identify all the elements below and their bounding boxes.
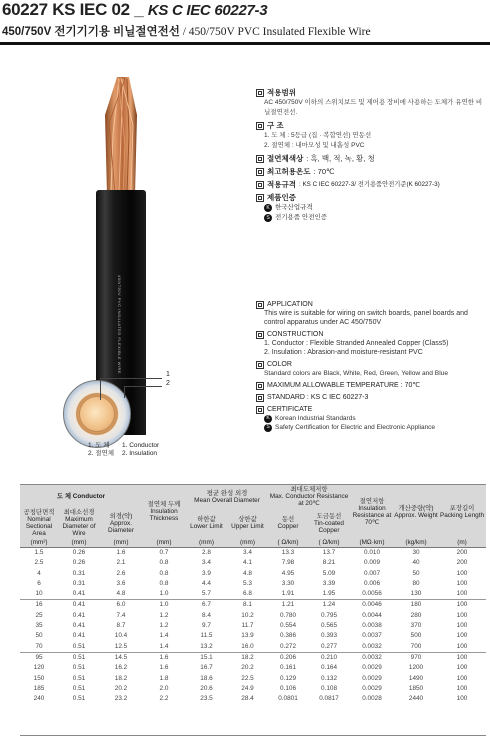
table-cell: 200 <box>456 549 468 556</box>
bullet-box-icon <box>256 361 264 369</box>
table-cell: 40 <box>412 559 420 567</box>
bullet-box-icon <box>256 181 264 189</box>
subtitle-korean: 450/750V 전기기기용 비닐절연전선 <box>2 26 180 38</box>
th-unit: (mm²) <box>20 538 58 548</box>
table-cell: 0.006 <box>364 579 380 587</box>
spec-en-color-text: Standard colors are Black, White, Red, Green, Yellow and Blue <box>264 370 448 377</box>
th-conductor: 도 체 Conductor <box>20 485 142 508</box>
table-cell: 0.51 <box>72 684 86 692</box>
table-cell: 0.41 <box>58 589 100 600</box>
table-cell: 0.009 <box>364 559 380 567</box>
table-cell: 23.5 <box>200 695 213 703</box>
table-cell: 5.3 <box>243 579 252 587</box>
table-cell: 130 <box>394 589 438 600</box>
th-tin: 도금동선 Tin-coated Copper <box>308 508 350 538</box>
table-cell: 0.565 <box>321 622 337 630</box>
table-cell: 0.51 <box>72 695 86 703</box>
table-cell: 4 <box>37 569 41 577</box>
table-cell: 1.4 <box>159 632 169 640</box>
table-row <box>20 579 486 589</box>
table-cell: 0.393 <box>321 632 337 640</box>
table-cell: 0.51 <box>72 653 86 661</box>
table-cell: 100 <box>456 632 468 640</box>
spec-ko-cert-1: K 한국산업규격 <box>256 203 486 213</box>
spec-en-color-heading: COLOR <box>256 360 490 369</box>
th-unit: (MΩ·km) <box>350 538 394 548</box>
table-row <box>20 548 486 559</box>
sheath-print: 450/750V PVC INSULATED FLEXIBLE WIRE <box>117 275 122 375</box>
spec-ko-structure-heading: 구 조 <box>256 121 486 131</box>
table-cell: 970 <box>410 653 422 661</box>
table-cell: 18.6 <box>200 674 213 682</box>
legend-en-2: 2. Insulation <box>122 450 158 457</box>
table-cell: 2440 <box>408 695 424 703</box>
subtitle-english: / 450/750V PVC Insulated Flexible Wire <box>179 26 371 38</box>
spec-ko-scope-heading: 적용범위 <box>256 88 486 98</box>
copper-strands-image <box>99 75 143 195</box>
table-cell: 14.5 <box>114 653 128 661</box>
spec-ko-cert-2: S 전기용품 안전인증 <box>256 213 486 223</box>
table-cell: 100 <box>456 622 468 630</box>
spec-english <box>256 297 490 432</box>
table-cell: 100 <box>456 579 468 587</box>
table-cell: 100 <box>456 569 468 577</box>
callout-2: 2 <box>166 380 170 387</box>
table-row <box>20 611 486 621</box>
ks-mark-icon: K <box>264 204 272 212</box>
table-cell: 1.91 <box>268 589 308 600</box>
table-cell: 20.6 <box>200 684 213 692</box>
table-cell: 1.6 <box>116 549 126 556</box>
spec-en-temperature: MAXIMUM ALLOWABLE TEMPERATURE : 70℃ <box>256 381 490 390</box>
table-cell: 13.3 <box>281 549 295 556</box>
table-cell: 0.108 <box>321 684 337 692</box>
th-copper: 동선 Copper <box>268 508 308 538</box>
spec-ko-color: 절연체색상 : 흑, 백, 적, 녹, 황, 청 <box>256 154 486 164</box>
th-unit: (mm) <box>227 538 268 548</box>
table-row <box>20 600 486 611</box>
table-cell: 0.210 <box>321 653 337 661</box>
spec-en-construction-1: 1. Conductor : Flexible Stranded Annealed Copper (Class5) <box>264 340 449 347</box>
table-cell: 0.272 <box>268 642 308 653</box>
table-cell: 5.7 <box>186 589 227 600</box>
th-unit: ( Ω/km) <box>268 538 308 548</box>
table-cell: 1.95 <box>308 589 350 600</box>
table-cell: 20.2 <box>114 684 128 692</box>
table-cell: 200 <box>456 559 468 567</box>
table-cell: 70 <box>20 642 58 653</box>
spec-en-cert-1: K Korean Industrial Standards <box>256 414 490 423</box>
table-cell: 1850 <box>408 684 424 692</box>
table-cell: 35 <box>35 622 43 630</box>
table-cell: 0.51 <box>72 664 86 672</box>
table-cell: 0.0029 <box>362 664 382 672</box>
table-cell: 0.51 <box>58 642 100 653</box>
table-cell: 0.780 <box>280 611 296 619</box>
table-cell: 0.0037 <box>362 632 382 640</box>
table-cell: 0.26 <box>72 549 86 556</box>
table-cell: 0.161 <box>280 664 296 672</box>
th-area: 공칭단면적 Nominal Sectional Area <box>20 508 58 538</box>
table-cell: 0.41 <box>72 611 86 619</box>
table-cell: 0.8 <box>159 569 169 577</box>
table-cell: 4.8 <box>100 589 142 600</box>
cable-illustration <box>82 75 162 375</box>
table-cell: 11.5 <box>200 632 213 640</box>
table-cell: 1.0 <box>159 601 169 609</box>
table-cell: 4.4 <box>202 579 211 587</box>
table-cell: 0.0029 <box>362 674 382 682</box>
legend-ko-2: 2. 절연체 <box>88 450 115 457</box>
table-cell: 12.5 <box>100 642 142 653</box>
table-cell: 0.0046 <box>362 601 382 609</box>
bullet-box-icon <box>256 89 264 97</box>
table-row <box>20 569 486 579</box>
table-cell: 1.6 <box>159 664 169 672</box>
page-subtitle <box>2 23 371 39</box>
table-cell: 0.41 <box>72 601 86 609</box>
spec-korean <box>256 85 486 223</box>
callout-1: 1 <box>166 371 170 378</box>
th-lower: 하한값 Lower Limit <box>186 508 227 538</box>
header-divider <box>0 42 490 45</box>
th-unit: (kg/km) <box>394 538 438 548</box>
leader-line-2-h <box>124 386 162 387</box>
th-resistance: 최대도체저항 Max. Conductor Resistance at 20℃ <box>269 486 349 507</box>
bullet-box-icon <box>256 155 264 163</box>
table-cell: 100 <box>456 664 468 672</box>
th-packing: 포장길이 Packing Length <box>438 485 486 538</box>
table-cell: 0.0038 <box>362 622 382 630</box>
table-cell: 4.1 <box>243 559 252 567</box>
table-cell: 0.206 <box>280 653 296 661</box>
table-cell: 0.26 <box>72 559 86 567</box>
table-row <box>20 674 486 684</box>
table-cell: 13.7 <box>322 549 336 556</box>
table-cell: 8.1 <box>243 601 252 609</box>
cross-section-conductor <box>79 396 115 432</box>
table-bottom-rule <box>20 735 486 736</box>
spec-ko-structure-1: 1. 도 체 : 5등급 (집 · 복합연선) 연동선 <box>264 132 372 139</box>
table-cell: 24.9 <box>241 684 254 692</box>
table-cell: 100 <box>438 589 486 600</box>
bullet-box-icon <box>256 331 264 339</box>
table-cell: 0.0032 <box>362 653 382 661</box>
table-row <box>20 694 486 704</box>
table-cell: 100 <box>456 611 468 619</box>
table-cell: 5.09 <box>322 569 336 577</box>
table-cell: 0.8 <box>159 579 169 587</box>
table-cell: 0.0028 <box>362 695 382 703</box>
th-unit: (m) <box>438 538 486 548</box>
kc-mark-icon: S <box>264 424 272 432</box>
table-cell: 6.0 <box>116 601 126 609</box>
table-cell: 30 <box>412 549 420 556</box>
th-weight: 개산중량(약) Approx. Weight <box>394 485 438 538</box>
table-cell: 16.2 <box>114 664 128 672</box>
table-cell: 15.1 <box>200 653 213 661</box>
table-cell: 28.4 <box>241 695 254 703</box>
th-wire-dia: 최대소선경 Maximum Diameter of Wire <box>58 508 100 538</box>
table-cell: 13.9 <box>241 632 254 640</box>
th-overall-diameter: 평균 완성 외경 Mean Overall Diameter <box>186 485 268 508</box>
table-cell: 0.41 <box>72 632 86 640</box>
table-cell: 100 <box>456 695 468 703</box>
table-cell: 0.31 <box>72 569 86 577</box>
table-cell: 7.4 <box>116 611 126 619</box>
table-cell: 4.95 <box>281 569 295 577</box>
table-cell: 7.98 <box>281 559 295 567</box>
table-cell: 18.2 <box>241 653 254 661</box>
table-cell: 185 <box>33 684 45 692</box>
table-cell: 1.6 <box>159 653 169 661</box>
table-cell: 50 <box>412 569 420 577</box>
table-cell: 6.7 <box>202 601 211 609</box>
table-cell: 25 <box>35 611 43 619</box>
table-cell: 18.2 <box>114 674 128 682</box>
spec-ko-temperature: 최고허용온도 : 70℃ <box>256 167 486 177</box>
table-cell: 0.795 <box>321 611 337 619</box>
table-cell: 11.7 <box>241 622 254 630</box>
table-cell: 150 <box>33 674 45 682</box>
spec-en-application-heading: APPLICATION <box>256 300 490 309</box>
spec-ko-standard: 적용규격 : KS C IEC 60227-3/ 전기용품안전기준(K 60227-3) <box>256 180 486 190</box>
bullet-box-icon <box>256 406 264 414</box>
table-cell: 3.39 <box>322 579 336 587</box>
table-cell: 0.164 <box>321 664 337 672</box>
table-cell: 10 <box>20 589 58 600</box>
table-cell: 180 <box>410 601 422 609</box>
table-cell: 1.5 <box>34 549 44 556</box>
th-unit: (mm) <box>186 538 227 548</box>
spec-en-application-text: This wire is suitable for wiring on switch boards, panel boards and control apparatus under AC 450/750V <box>264 310 468 326</box>
table-cell: 8.7 <box>116 622 126 630</box>
table-cell: 0.8 <box>159 559 169 567</box>
spec-table <box>20 485 486 704</box>
table-cell: 10.2 <box>241 611 254 619</box>
table-row <box>20 642 486 653</box>
table-cell: 500 <box>410 632 422 640</box>
table-cell: 0.106 <box>280 684 296 692</box>
table-cell: 0.010 <box>364 549 380 556</box>
spec-en-construction-heading: CONSTRUCTION <box>256 330 490 339</box>
table-cell: 1.24 <box>322 601 336 609</box>
spec-ko-cert-heading: 제품인증 <box>256 193 486 203</box>
table-cell: 0.0801 <box>278 695 298 703</box>
table-cell: 1490 <box>408 674 424 682</box>
kc-mark-icon: S <box>264 214 272 222</box>
table-cell: 3.9 <box>202 569 211 577</box>
table-cell: 0.554 <box>280 622 296 630</box>
table-cell: 1.2 <box>159 622 169 630</box>
legend-en-1: 1. Conductor <box>122 442 160 449</box>
table-cell: 8.21 <box>322 559 336 567</box>
table-cell: 0.007 <box>364 569 380 577</box>
table-cell: 23.2 <box>114 695 128 703</box>
bullet-box-icon <box>256 122 264 130</box>
table-cell: 13.2 <box>186 642 227 653</box>
title-standard: KS C IEC 60227-3 <box>147 2 268 19</box>
leader-line-2 <box>124 386 125 398</box>
title-separator: _ <box>134 0 144 19</box>
table-cell: 100 <box>438 642 486 653</box>
table-cell: 0.132 <box>321 674 337 682</box>
table-cell: 3.6 <box>116 579 126 587</box>
table-cell: 2.0 <box>159 684 169 692</box>
table-cell: 6 <box>37 579 41 587</box>
bullet-box-icon <box>256 301 264 309</box>
leader-line-1 <box>100 378 101 400</box>
legend-ko-1: 1. 도 체 <box>88 442 110 449</box>
table-cell: 1.0 <box>142 589 186 600</box>
table-row <box>20 558 486 568</box>
spec-en-cert-2: S Safety Certification for Electric and Electronic Appliance <box>256 423 490 432</box>
table-cell: 4.8 <box>243 569 252 577</box>
table-cell: 370 <box>410 622 422 630</box>
spec-en-standard: STANDARD : KS C IEC 60227-3 <box>256 393 490 402</box>
table-cell: 100 <box>456 653 468 661</box>
spec-ko-scope-text: AC 450/750V 이하의 스위치보드 및 제어용 장비에 사용하는 도체가 유연한 비닐절연전선. <box>264 99 483 116</box>
table-cell: 1.8 <box>159 674 169 682</box>
th-unit: (mm) <box>100 538 142 548</box>
spec-en-construction-2: 2. Insulation : Abrasion-and moisture-resistant PVC <box>264 349 423 356</box>
table-cell: 0.0044 <box>362 611 382 619</box>
table-cell: 3.4 <box>243 549 252 556</box>
table-cell: 1.4 <box>142 642 186 653</box>
figure-legend <box>88 442 159 458</box>
ks-mark-icon: K <box>264 415 272 423</box>
table-cell: 6.8 <box>227 589 268 600</box>
table-cell: 100 <box>456 684 468 692</box>
table-cell: 2.6 <box>116 569 126 577</box>
th-insulation: 절연체 두께 Insulation Thickness <box>142 485 186 538</box>
table-row <box>20 652 486 663</box>
table-cell: 50 <box>35 632 43 640</box>
th-unit: (mm) <box>58 538 100 548</box>
th-approx-dia: 외경(약) Approx. Diameter <box>100 508 142 538</box>
table-cell: 16.7 <box>200 664 213 672</box>
table-cell: 80 <box>412 579 420 587</box>
bullet-box-icon <box>256 394 264 402</box>
table-cell: 0.129 <box>280 674 296 682</box>
table-cell: 1.21 <box>281 601 295 609</box>
table-cell: 8.4 <box>202 611 211 619</box>
table-cell: 2.1 <box>116 559 126 567</box>
table-cell: 10.4 <box>114 632 128 640</box>
table-cell: 0.31 <box>72 579 86 587</box>
table-cell: 16 <box>35 601 43 609</box>
table-cell: 16.0 <box>227 642 268 653</box>
table-row <box>20 663 486 673</box>
table-cell: 0.0032 <box>350 642 394 653</box>
table-cell: 2.5 <box>34 559 44 567</box>
table-cell: 700 <box>394 642 438 653</box>
bullet-box-icon <box>256 382 264 390</box>
table-cell: 100 <box>456 674 468 682</box>
table-cell: 0.7 <box>159 549 169 556</box>
table-cell: 0.0056 <box>350 589 394 600</box>
table-cell: 2.2 <box>159 695 169 703</box>
page-title <box>2 0 267 20</box>
spec-en-cert-heading: CERTIFICATE <box>256 405 490 414</box>
leader-line-1-h <box>100 378 162 379</box>
table-row <box>20 621 486 631</box>
table-cell: 0.386 <box>280 632 296 640</box>
table-cell: 0.51 <box>72 674 86 682</box>
th-upper: 상한값 Upper Limit <box>227 508 268 538</box>
table-cell: 20.2 <box>241 664 254 672</box>
th-unit: ( Ω/km) <box>308 538 350 548</box>
table-cell: 280 <box>410 611 422 619</box>
table-cell: 0.41 <box>72 622 86 630</box>
table-cell: 3.30 <box>281 579 295 587</box>
table-cell: 0.0817 <box>319 695 339 703</box>
bullet-box-icon <box>256 194 264 202</box>
bullet-box-icon <box>256 168 264 176</box>
table-cell: 1200 <box>408 664 424 672</box>
table-cell: 100 <box>456 601 468 609</box>
table-cell: 2.8 <box>202 549 211 556</box>
table-row <box>20 589 486 600</box>
table-cell: 0.277 <box>308 642 350 653</box>
table-row <box>20 684 486 694</box>
table-cell: 22.5 <box>241 674 254 682</box>
table-cell: 0.0029 <box>362 684 382 692</box>
table-row <box>20 631 486 641</box>
th-insulation-resistance: 절연저항 Insulation Resistance at 70℃ <box>350 485 394 538</box>
title-code: 60227 KS IEC 02 <box>2 0 130 19</box>
spec-ko-structure-2: 2. 절연체 : 내마모성 및 내흡성 PVC <box>264 142 365 149</box>
table-cell: 9.7 <box>202 622 211 630</box>
table-body <box>20 548 486 705</box>
table-cell: 120 <box>33 664 45 672</box>
table-cell: 95 <box>35 653 43 661</box>
table-cell: 240 <box>33 695 45 703</box>
th-unit: (mm) <box>142 538 186 548</box>
table-cell: 1.2 <box>159 611 169 619</box>
table-cell: 3.4 <box>202 559 211 567</box>
